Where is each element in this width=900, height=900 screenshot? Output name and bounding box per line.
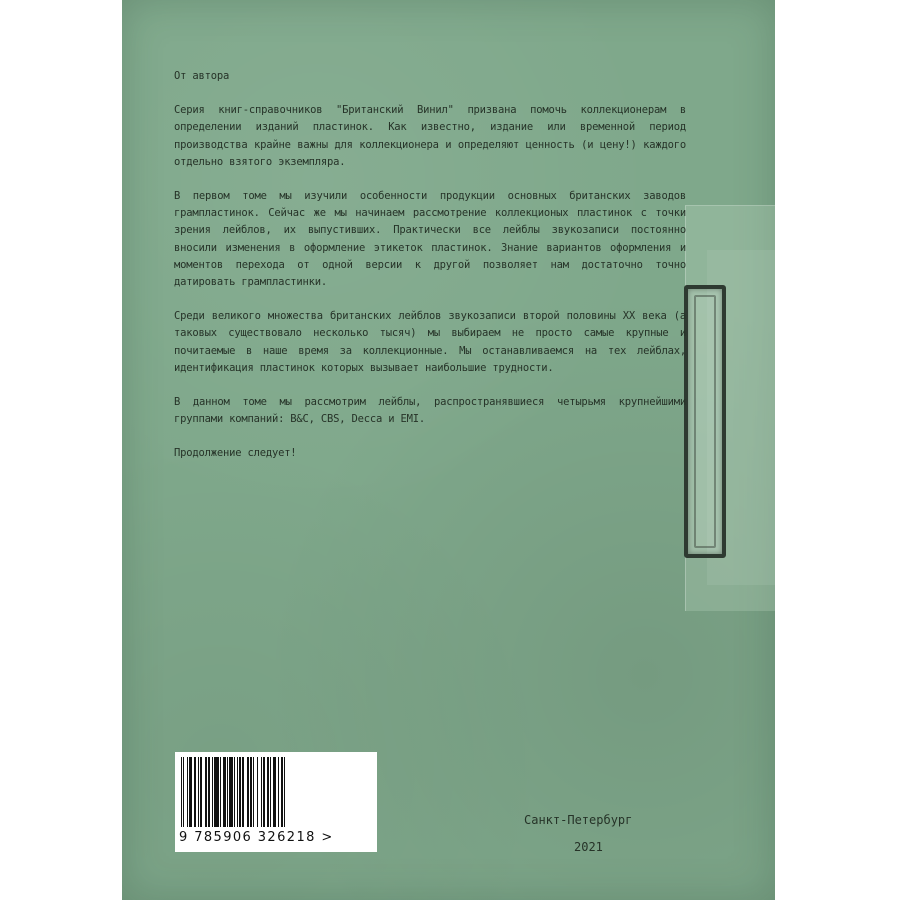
back-cover — [122, 0, 775, 900]
note-paragraph-4: В данном томе мы рассмотрим лейблы, распространявшиеся четырьмя крупнейшими группами компаний: B&C, CBS, Decca и EMI. — [174, 396, 686, 426]
note-paragraph-5: Продолжение следует! — [174, 447, 297, 460]
isbn-number: 9 785906 326218 > — [179, 830, 334, 845]
punched-slot — [684, 285, 726, 558]
note-paragraph-2: В первом томе мы изучили особенности продукции основных британских заводов грампластинок. Сейчас же мы начинаем рассмотрение коллекционых пластинок с точки зрения лейблов, их выпустивших. Практически все лейблы звукозаписи постоянно вносили изменения в оформление этикеток пластинок. Знание вариантов оформления и моментов перехода от одной версии к другой позволяет нам достаточно точно датировать грампластинки. — [174, 190, 686, 289]
publication-year: 2021 — [574, 840, 603, 854]
barcode-bars — [181, 757, 329, 827]
publication-city: Санкт-Петербург — [524, 813, 633, 827]
barcode-bar — [285, 757, 286, 827]
author-note — [174, 68, 686, 480]
note-heading: От автора — [174, 70, 230, 82]
note-paragraph-1: Серия книг-справочников "Британский Винил" призвана помочь коллекционерам в определении изданий пластинок. Как известно, издание или временной период производства крайне важны для коллекционера и определяют ценность (и цену!) каждого отдельно взятого экземпляра. — [174, 104, 686, 168]
note-paragraph-3: Среди великого множества британских лейблов звукозаписи второй половины XX века (а таковых существовало несколько тысяч) мы выбираем не просто самые крупные и почитаемые в наше время за коллекционные. Мы останавливаемся на тех лейблах, идентификация пластинок которых вызывает наибольшие трудности. — [174, 310, 686, 374]
isbn-barcode — [175, 752, 377, 852]
